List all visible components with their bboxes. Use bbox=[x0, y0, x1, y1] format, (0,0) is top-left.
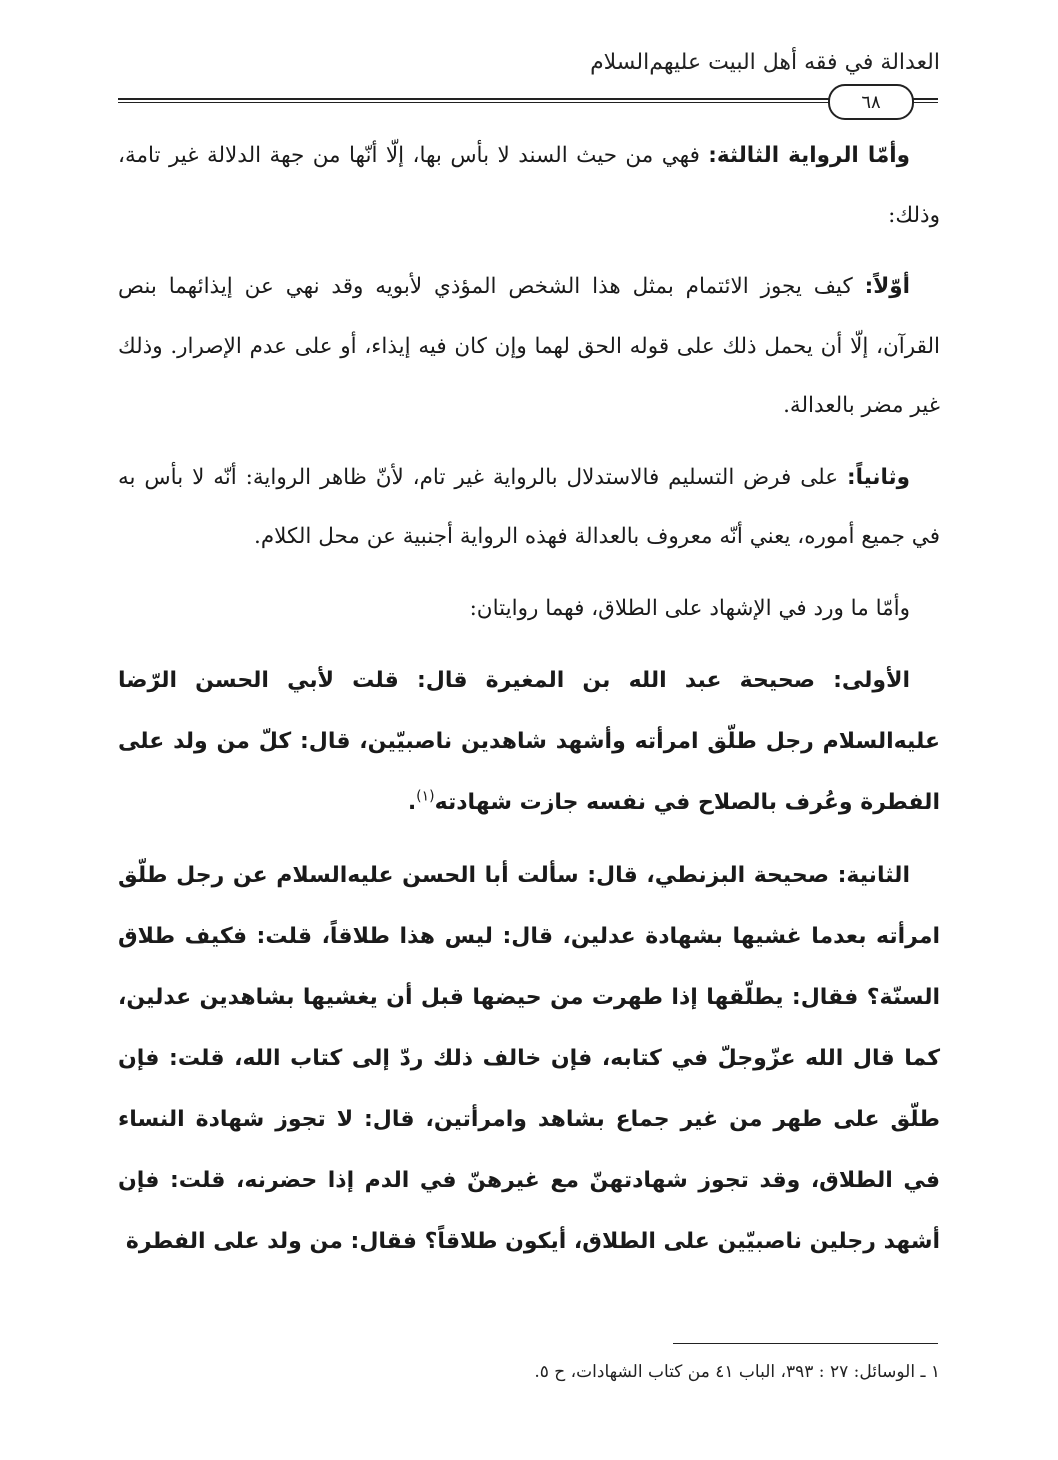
hadith-text: الأولى: صحيحة عبد الله بن المغيرة قال: قلت لأبي الحسن الرّضا عليه‌السلام رجل طلّق امرأته وأشهد شاهدين ناصبيّين، قال: كلّ من ولد على الفطرة وعُرف بالصلاح في نفسه جازت شهادته bbox=[118, 668, 940, 815]
paragraph-lead: وثانياً: bbox=[846, 464, 910, 490]
hadith-first bbox=[118, 650, 940, 833]
paragraph-second-point bbox=[118, 448, 940, 567]
paragraph-text: فهي من حيث السند لا بأس بها، إلّا أنّها من جهة الدلالة غير تامة، وذلك: bbox=[118, 143, 940, 228]
paragraph-text: على فرض التسليم فالاستدلال بالرواية غير تام، لأنّ ظاهر الرواية: أنّه لا بأس به في جميع أموره، يعني أنّه معروف بالعدالة فهذه الرواية أجنبية عن محل الكلام. bbox=[118, 464, 940, 549]
paragraph-first-point bbox=[118, 257, 940, 436]
paragraph-text: كيف يجوز الائتمام بمثل هذا الشخص المؤذي لأبويه وقد نهي عن إيذائهما بنص القرآن، إلّا أن يحمل ذلك على قوله الحق لهما وإن كان فيه إيذاء، أو على عدم الإصرار. وذلك غير مضر بالعدالة. bbox=[118, 274, 940, 418]
paragraph-divorce-witness-intro bbox=[118, 579, 940, 639]
paragraph-lead: وأمّا الرواية الثالثة: bbox=[708, 143, 910, 168]
header-rule bbox=[118, 98, 830, 103]
page-number-frame bbox=[828, 84, 914, 120]
paragraph-lead: أوّلاً: bbox=[864, 274, 910, 299]
paragraph-third-narration bbox=[118, 126, 940, 245]
page-number: ٦٨ bbox=[861, 91, 881, 113]
footnote-1: ١ ـ الوسائل: ٢٧ : ٣٩٣، الباب ٤١ من كتاب الشهادات، ح ٥. bbox=[534, 1362, 940, 1382]
hadith-second bbox=[118, 845, 940, 1272]
hadith-text: الثانية: صحيحة البزنطي، قال: سألت أبا الحسن عليه‌السلام عن رجل طلّق امرأته بعدما غشيها بشهادة عدلين، قال: ليس هذا طلاقاً، قلت: فكيف طلاق السنّة؟ فقال: يطلّقها إذا طهرت من حيضها قبل أن يغشيها بشاهدين عدلين، كما قال الله عزّوجلّ في كتابه، فإن خالف ذلك ردّ إلى كتاب الله، قلت: فإن طلّق على طهر من غير جماع بشاهد وامرأتين، قال: لا تجوز شهادة النساء في الطلاق، وقد تجوز شهادتهنّ مع غيرهنّ في الدم إذا حضرنه، قلت: فإن أشهد رجلين ناصبيّين على الطلاق، أيكون طلاقاً؟ فقال: من ولد على الفطرة bbox=[118, 863, 940, 1254]
main-text bbox=[118, 126, 940, 1284]
footnote-separator bbox=[673, 1343, 938, 1344]
running-title: العدالة في فقه أهل البيت عليهم‌السلام bbox=[590, 50, 940, 75]
footnote-ref[interactable]: (١) bbox=[416, 788, 435, 805]
hadith-end: . bbox=[407, 790, 417, 815]
paragraph-text: وأمّا ما ورد في الإشهاد على الطلاق، فهما روايتان: bbox=[469, 595, 910, 621]
